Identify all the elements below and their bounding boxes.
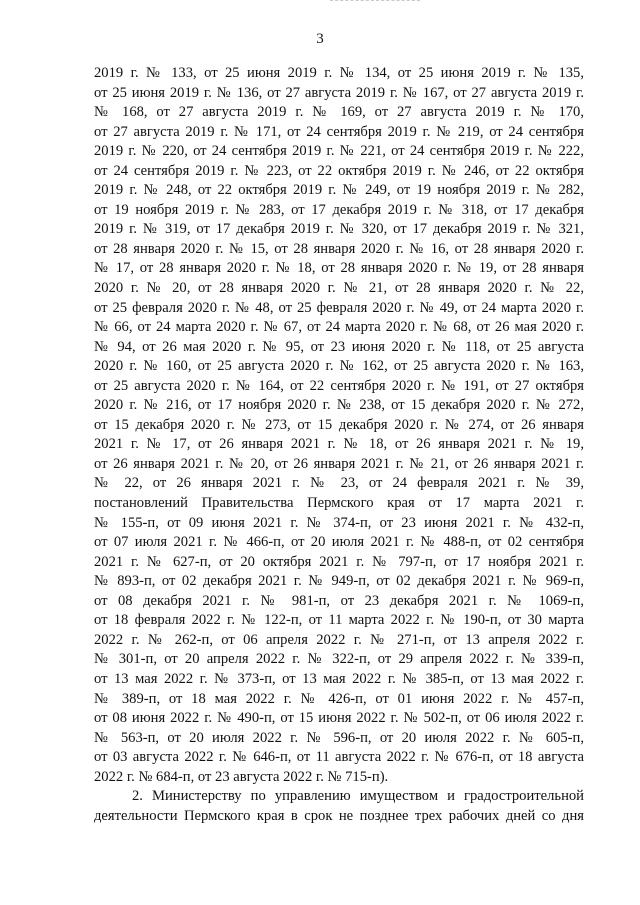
text-line: 2020 г. № 160, от 25 августа 2020 г. № 162, от 25 августа 2020 г. № 163, [94, 358, 584, 375]
text-line: от 25 февраля 2020 г. № 48, от 25 февраля 2020 г. № 49, от 24 марта 2020 г. [94, 299, 584, 316]
text-line: от 07 июля 2021 г. № 466-п, от 20 июля 2021 г. № 488-п, от 02 сентября [94, 534, 584, 551]
text-line: от 26 января 2021 г. № 20, от 26 января 2021 г. № 21, от 26 января 2021 г. [94, 455, 584, 472]
text-line: постановлений Правительства Пермского края от 17 марта 2021 г. [94, 495, 584, 512]
text-line: от 28 января 2020 г. № 15, от 28 января 2020 г. № 16, от 28 января 2020 г. [94, 240, 584, 257]
body-text [94, 64, 584, 826]
text-line: 2019 г. № 220, от 24 сентября 2019 г. № 221, от 24 сентября 2019 г. № 222, [94, 143, 584, 160]
top-edge-rule [330, 0, 420, 1]
text-line: от 08 июня 2022 г. № 490-п, от 15 июня 2022 г. № 502-п, от 06 июля 2022 г. [94, 710, 584, 727]
paragraph-first-line: 2. Министерству по управлению имуществом и градостроительной [132, 788, 584, 805]
text-line: 2019 г. № 248, от 22 октября 2019 г. № 249, от 19 ноября 2019 г. № 282, [94, 182, 584, 199]
text-line: 2021 г. № 627-п, от 20 октября 2021 г. № 797-п, от 17 ноября 2021 г. [94, 553, 584, 570]
text-line: от 25 июня 2019 г. № 136, от 27 августа 2019 г. № 167, от 27 августа 2019 г. [94, 84, 584, 101]
text-line: 2021 г. № 17, от 26 января 2021 г. № 18, от 26 января 2021 г. № 19, [94, 436, 584, 453]
text-line: № 17, от 28 января 2020 г. № 18, от 28 января 2020 г. № 19, от 28 января [94, 260, 584, 277]
text-line: от 08 декабря 2021 г. № 981-п, от 23 декабря 2021 г. № 1069-п, [94, 592, 584, 609]
text-line: от 27 августа 2019 г. № 171, от 24 сентября 2019 г. № 219, от 24 сентября [94, 123, 584, 140]
text-line: от 13 мая 2022 г. № 373-п, от 13 мая 2022 г. № 385-п, от 13 мая 2022 г. [94, 670, 584, 687]
text-line: от 24 сентября 2019 г. № 223, от 22 октября 2019 г. № 246, от 22 октября [94, 162, 584, 179]
text-line: № 22, от 26 января 2021 г. № 23, от 24 февраля 2021 г. № 39, [94, 475, 584, 492]
text-line: № 94, от 26 мая 2020 г. № 95, от 23 июня 2020 г. № 118, от 25 августа [94, 338, 584, 355]
text-line: 2019 г. № 133, от 25 июня 2019 г. № 134, от 25 июня 2019 г. № 135, [94, 65, 584, 81]
text-line: деятельности Пермского края в срок не позднее трех рабочих дней со дня [94, 807, 584, 824]
text-line: № 563-п, от 20 июля 2022 г. № 596-п, от 20 июля 2022 г. № 605-п, [94, 729, 584, 746]
text-line: № 66, от 24 марта 2020 г. № 67, от 24 марта 2020 г. № 68, от 26 мая 2020 г. [94, 319, 584, 336]
page-number: 3 [316, 31, 324, 47]
text-line: от 19 ноября 2019 г. № 283, от 17 декабря 2019 г. № 318, от 17 декабря [94, 201, 584, 218]
text-line: 2019 г. № 319, от 17 декабря 2019 г. № 320, от 17 декабря 2019 г. № 321, [94, 221, 584, 238]
text-line: № 389-п, от 18 мая 2022 г. № 426-п, от 01 июня 2022 г. № 457-п, [94, 690, 584, 707]
text-line: от 15 декабря 2020 г. № 273, от 15 декабря 2020 г. № 274, от 26 января [94, 416, 584, 433]
text-line: от 03 августа 2022 г. № 646-п, от 11 августа 2022 г. № 676-п, от 18 августа [94, 749, 584, 766]
text-line: № 301-п, от 20 апреля 2022 г. № 322-п, от 29 апреля 2022 г. № 339-п, [94, 651, 584, 668]
text-line: от 18 февраля 2022 г. № 122-п, от 11 марта 2022 г. № 190-п, от 30 марта [94, 612, 584, 629]
text-line: от 25 августа 2020 г. № 164, от 22 сентября 2020 г. № 191, от 27 октября [94, 377, 584, 394]
text-line: № 893-п, от 02 декабря 2021 г. № 949-п, от 02 декабря 2021 г. № 969-п, [94, 573, 584, 590]
text-line: 2022 г. № 684-п, от 23 августа 2022 г. № 715-п). [94, 768, 389, 785]
text-line: 2022 г. № 262-п, от 06 апреля 2022 г. № 271-п, от 13 апреля 2022 г. [94, 631, 584, 648]
text-line: № 168, от 27 августа 2019 г. № 169, от 27 августа 2019 г. № 170, [94, 104, 584, 121]
text-line: 2020 г. № 216, от 17 ноября 2020 г. № 238, от 15 декабря 2020 г. № 272, [94, 397, 584, 414]
text-line: № 155-п, от 09 июня 2021 г. № 374-п, от 23 июня 2021 г. № 432-п, [94, 514, 584, 531]
text-line: 2020 г. № 20, от 28 января 2020 г. № 21, от 28 января 2020 г. № 22, [94, 280, 584, 297]
